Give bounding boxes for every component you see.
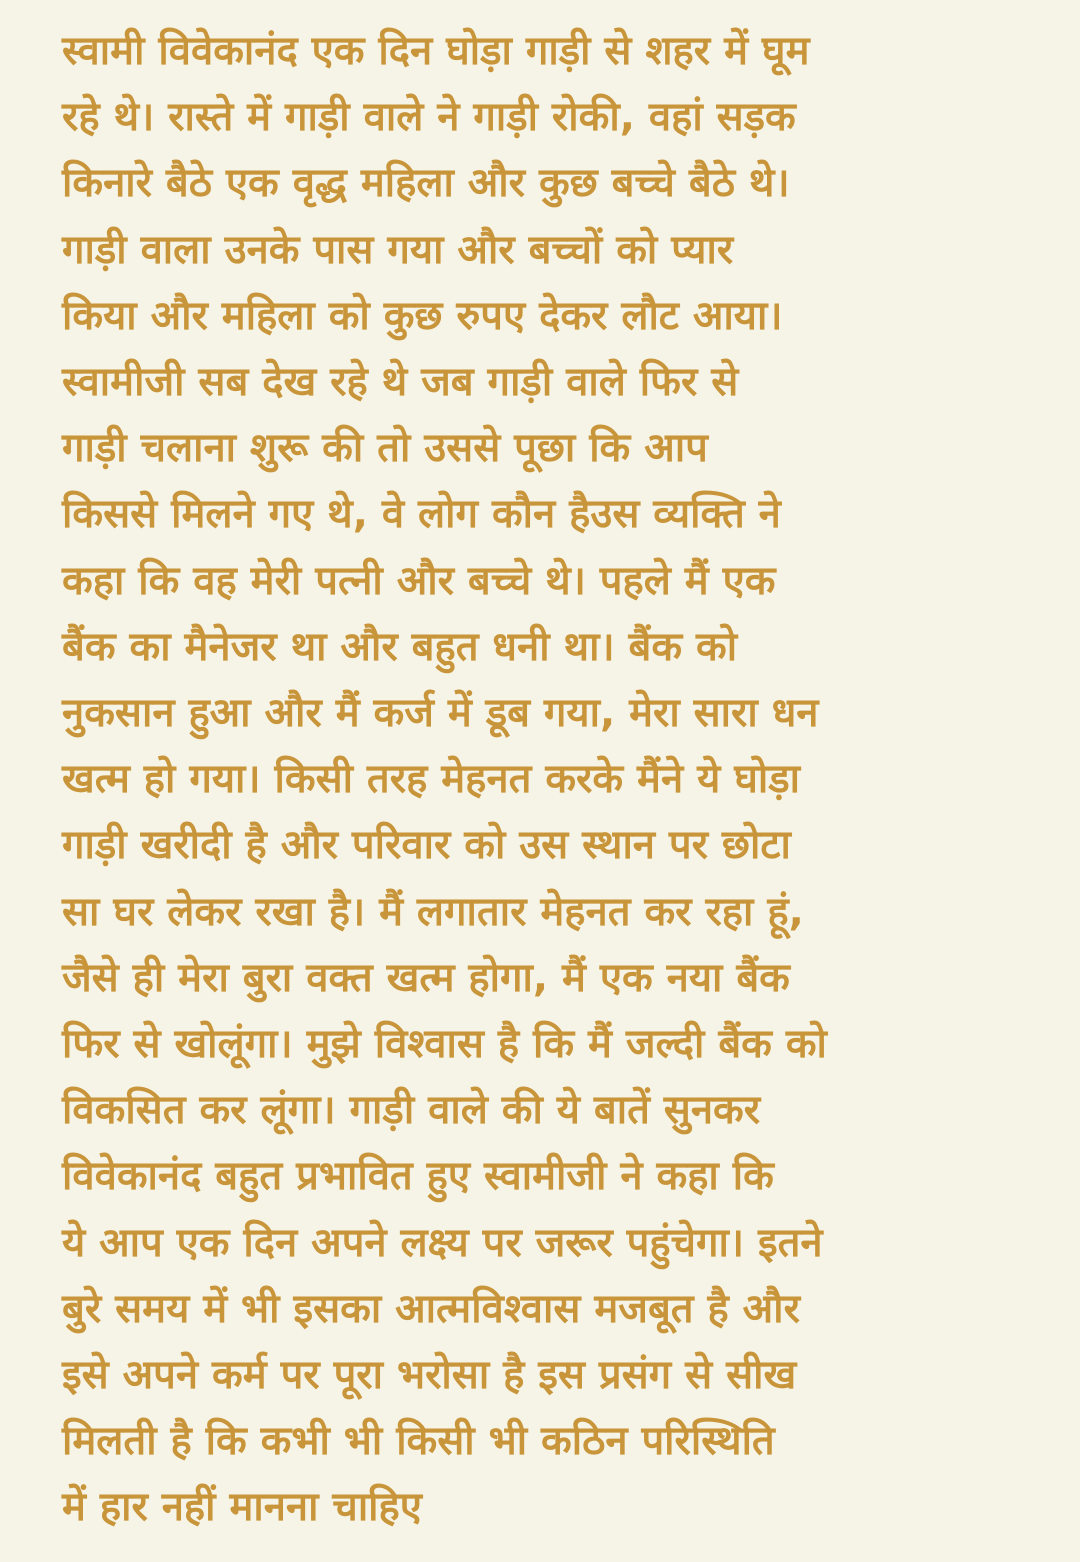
story-line-23: में हार नहीं मानना चाहिए [62, 1484, 422, 1531]
story-line-10: बैंक का मैनेजर था और बहुत धनी था। बैंक को [62, 623, 738, 670]
story-line-12: खत्म हो गया। किसी तरह मेहनत करके मैंने ये घोड़ा [62, 756, 800, 803]
story-line-1: स्वामी विवेकानंद एक दिन घोड़ा गाड़ी से शहर में घूम [62, 28, 810, 74]
story-line-7: गाड़ी चलाना शुरू की तो उससे पूछा कि आप [62, 425, 708, 472]
story-line-5: किया और महिला को कुछ रुपए देकर लौट आया। [62, 292, 783, 339]
story-line-13: गाड़ी खरीदी है और परिवार को उस स्थान पर छोटा [62, 822, 791, 869]
story-line-14: सा घर लेकर रखा है। मैं लगातार मेहनत कर रहा हूं, [62, 888, 804, 935]
story-line-15: जैसे ही मेरा बुरा वक्त खत्म होगा, मैं एक नया बैंक [62, 954, 790, 1001]
story-line-2: रहे थे। रास्ते में गाड़ी वाले ने गाड़ी रोकी, वहां सड़क [62, 94, 796, 141]
story-line-6: स्वामीजी सब देख रहे थे जब गाड़ी वाले फिर से [62, 359, 739, 406]
story-line-18: विवेकानंद बहुत प्रभावित हुए स्वामीजी ने कहा कि [62, 1153, 774, 1200]
story-line-8: किससे मिलने गए थे, वे लोग कौन हैउस व्यक्ति ने [62, 491, 781, 538]
story-line-22: मिलती है कि कभी भी किसी भी कठिन परिस्थिति [62, 1418, 775, 1465]
story-line-20: बुरे समय में भी इसका आत्मविश्वास मजबूत है और [62, 1285, 800, 1332]
story-line-16: फिर से खोलूंगा। मुझे विश्वास है कि मैं जल्दी बैंक को [62, 1021, 827, 1068]
story-line-19: ये आप एक दिन अपने लक्ष्य पर जरूर पहुंचेगा। इतने [62, 1219, 823, 1266]
story-line-3: किनारे बैठे एक वृद्ध महिला और कुछ बच्चे बैठे थे। [62, 160, 790, 207]
story-line-21: इसे अपने कर्म पर पूरा भरोसा है इस प्रसंग से सीख [62, 1352, 797, 1399]
story-line-11: नुकसान हुआ और मैं कर्ज में डूब गया, मेरा सारा धन [62, 690, 819, 737]
story-text [62, 18, 1056, 1541]
story-line-4: गाड़ी वाला उनके पास गया और बच्चों को प्यार [62, 226, 734, 273]
story-line-17: विकसित कर लूंगा। गाड़ी वाले की ये बातें सुनकर [62, 1087, 761, 1134]
story-line-9: कहा कि वह मेरी पत्नी और बच्चे थे। पहले मैं एक [62, 557, 776, 604]
